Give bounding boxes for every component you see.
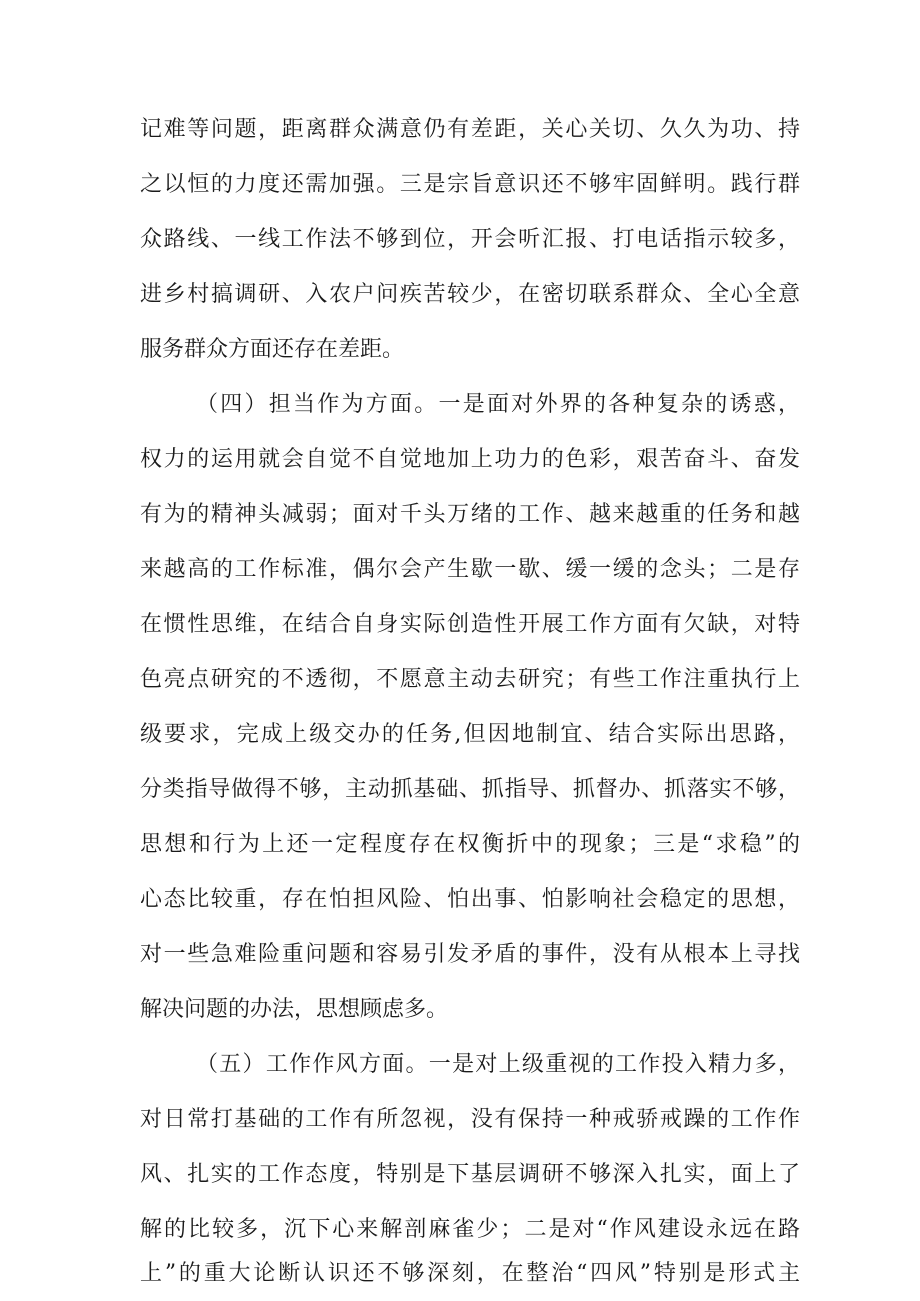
text-line-22: 上”的重大论断认识还不够深刻，在整治“四风”特别是形式主 [140,1261,800,1286]
text-line-10: 在惯性思维，在结合自身实际创造性开展工作方面有欠缺，对特 [140,612,800,637]
text-line-16: 对一些急难险重问题和容易引发矛盾的事件，没有从根本上寻找 [140,942,800,967]
text-line-20: 风、扎实的工作态度，特别是下基层调研不够深入扎实，面上了 [140,1162,800,1187]
section-heading-five: （五）工作作风方面。一是对上级重视的工作投入精力多， [196,1052,800,1077]
text-line-14: 思想和行为上还一定程度存在权衡折中的现象；三是“求稳”的 [140,832,800,857]
text-line-12: 级要求，完成上级交办的任务,但因地制宜、结合实际出思路， [140,722,800,747]
text-line-3: 众路线、一线工作法不够到位，开会听汇报、打电话指示较多， [140,227,800,252]
text-line-4: 进乡村搞调研、入农户问疾苦较少，在密切联系群众、全心全意 [140,282,800,307]
text-line-5: 服务群众方面还存在差距。 [140,337,405,362]
text-line-7: 权力的运用就会自觉不自觉地加上功力的色彩，艰苦奋斗、奋发 [140,447,800,472]
text-line-13: 分类指导做得不够，主动抓基础、抓指导、抓督办、抓落实不够， [140,777,800,802]
section-heading-four: （四）担当作为方面。一是面对外界的各种复杂的诱惑， [196,392,800,417]
text-line-21: 解的比较多，沉下心来解剖麻雀少；二是对“作风建设永远在路 [140,1217,800,1242]
text-line-8: 有为的精神头减弱；面对千头万绪的工作、越来越重的任务和越 [140,502,800,527]
text-line-2: 之以恒的力度还需加强。三是宗旨意识还不够牢固鲜明。践行群 [140,172,800,197]
text-line-15: 心态比较重，存在怕担风险、怕出事、怕影响社会稳定的思想， [140,887,800,912]
text-line-9: 来越高的工作标准，偶尔会产生歇一歇、缓一缓的念头；二是存 [140,557,800,582]
text-line-19: 对日常打基础的工作有所忽视，没有保持一种戒骄戒躁的工作作 [140,1107,800,1132]
text-line-1: 记难等问题，距离群众满意仍有差距，关心关切、久久为功、持 [140,117,800,142]
text-line-17: 解决问题的办法，思想顾虑多。 [140,997,449,1022]
text-line-11: 色亮点研究的不透彻，不愿意主动去研究；有些工作注重执行上 [140,667,800,692]
